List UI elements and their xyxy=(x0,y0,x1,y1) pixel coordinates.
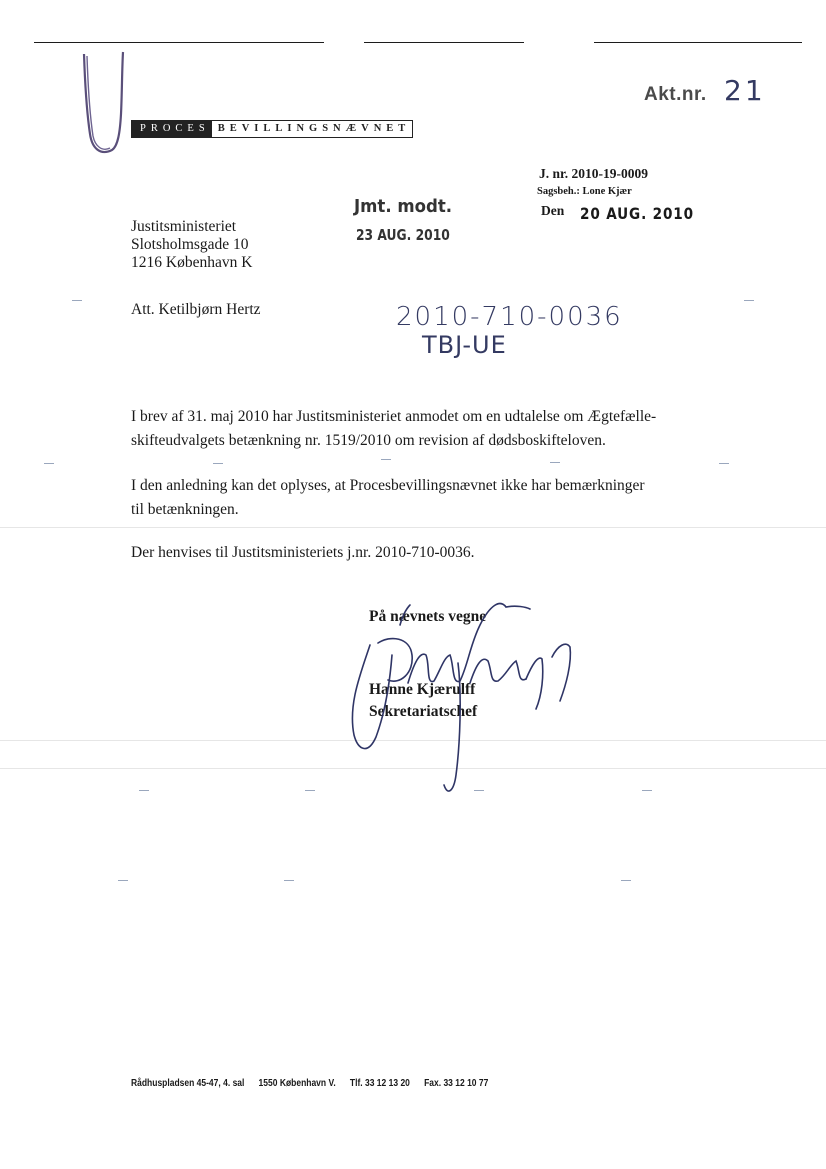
body-line: til betænkningen. xyxy=(131,501,239,518)
footer-city: 1550 København V. xyxy=(258,1078,336,1089)
scan-speck xyxy=(213,463,223,464)
scan-speck xyxy=(621,880,631,881)
recipient-line: Slotsholmsgade 10 xyxy=(131,236,249,253)
footer-contact xyxy=(131,1078,488,1089)
scan-speck xyxy=(118,880,128,881)
body-line: I brev af 31. maj 2010 har Justitsministeriet anmodet om en udtalelse om Ægtefælle- xyxy=(131,408,657,425)
journal-number: J. nr. 2010-19-0009 xyxy=(539,166,649,181)
footer-fax: Fax. 33 12 10 77 xyxy=(424,1078,489,1089)
logo-part-proces: PROCES xyxy=(132,121,212,137)
scan-speck xyxy=(550,462,560,463)
scan-speck xyxy=(284,880,294,881)
received-stamp-label: Jmt. modt. xyxy=(354,196,453,217)
scan-speck xyxy=(44,463,54,464)
date-stamp: 20 AUG. 2010 xyxy=(580,204,694,223)
scan-line xyxy=(0,527,826,528)
footer-address: Rådhuspladsen 45-47, 4. sal xyxy=(131,1078,245,1089)
handwritten-initials: TBJ-UE xyxy=(422,331,507,359)
top-rule-right xyxy=(594,42,802,43)
handwritten-case-number: 2010-710-0036 xyxy=(396,302,623,332)
recipient-line: 1216 København K xyxy=(131,254,253,271)
signatory-name: Hanne Kjærulff xyxy=(369,681,476,698)
recipient-address xyxy=(131,218,252,272)
scan-speck xyxy=(719,463,729,464)
scan-speck xyxy=(305,790,315,791)
caseworker: Sagsbeh.: Lone Kjær xyxy=(537,186,632,197)
attention-line: Att. Ketilbjørn Hertz xyxy=(131,301,261,318)
institution-logo xyxy=(131,120,413,138)
scan-speck xyxy=(744,300,754,301)
handwritten-signature-icon xyxy=(330,585,590,800)
scan-speck xyxy=(72,300,82,301)
logo-part-bevillingsnaevnet: BEVILLINGSNÆVNET xyxy=(212,121,413,137)
received-stamp-date: 23 AUG. 2010 xyxy=(356,226,450,244)
hand-drawn-bracket-icon xyxy=(78,44,138,162)
akt-number-handwritten: 21 xyxy=(724,74,766,107)
signatory-title: Sekretariatschef xyxy=(369,703,478,720)
body-paragraph-1 xyxy=(131,405,656,453)
body-paragraph-3: Der henvises til Justitsministeriets j.nr. 2010-710-0036. xyxy=(131,544,475,561)
body-line: I den anledning kan det oplyses, at Procesbevillingsnævnet ikke har bemærkninger xyxy=(131,477,645,494)
scan-speck xyxy=(139,790,149,791)
recipient-line: Justitsministeriet xyxy=(131,218,237,235)
body-line: skifteudvalgets betænkning nr. 1519/2010 om revision af dødsboskifteloven. xyxy=(131,432,606,449)
body-paragraph-2 xyxy=(131,474,645,522)
top-rule-middle xyxy=(364,42,524,43)
scan-speck xyxy=(381,459,391,460)
top-rule-left xyxy=(34,42,324,43)
footer-phone: Tlf. 33 12 13 20 xyxy=(349,1078,410,1089)
date-label: Den xyxy=(541,203,565,218)
akt-number-label: Akt.nr. xyxy=(644,84,707,105)
scan-speck xyxy=(642,790,652,791)
signature-greeting: På nævnets vegne xyxy=(369,608,487,625)
